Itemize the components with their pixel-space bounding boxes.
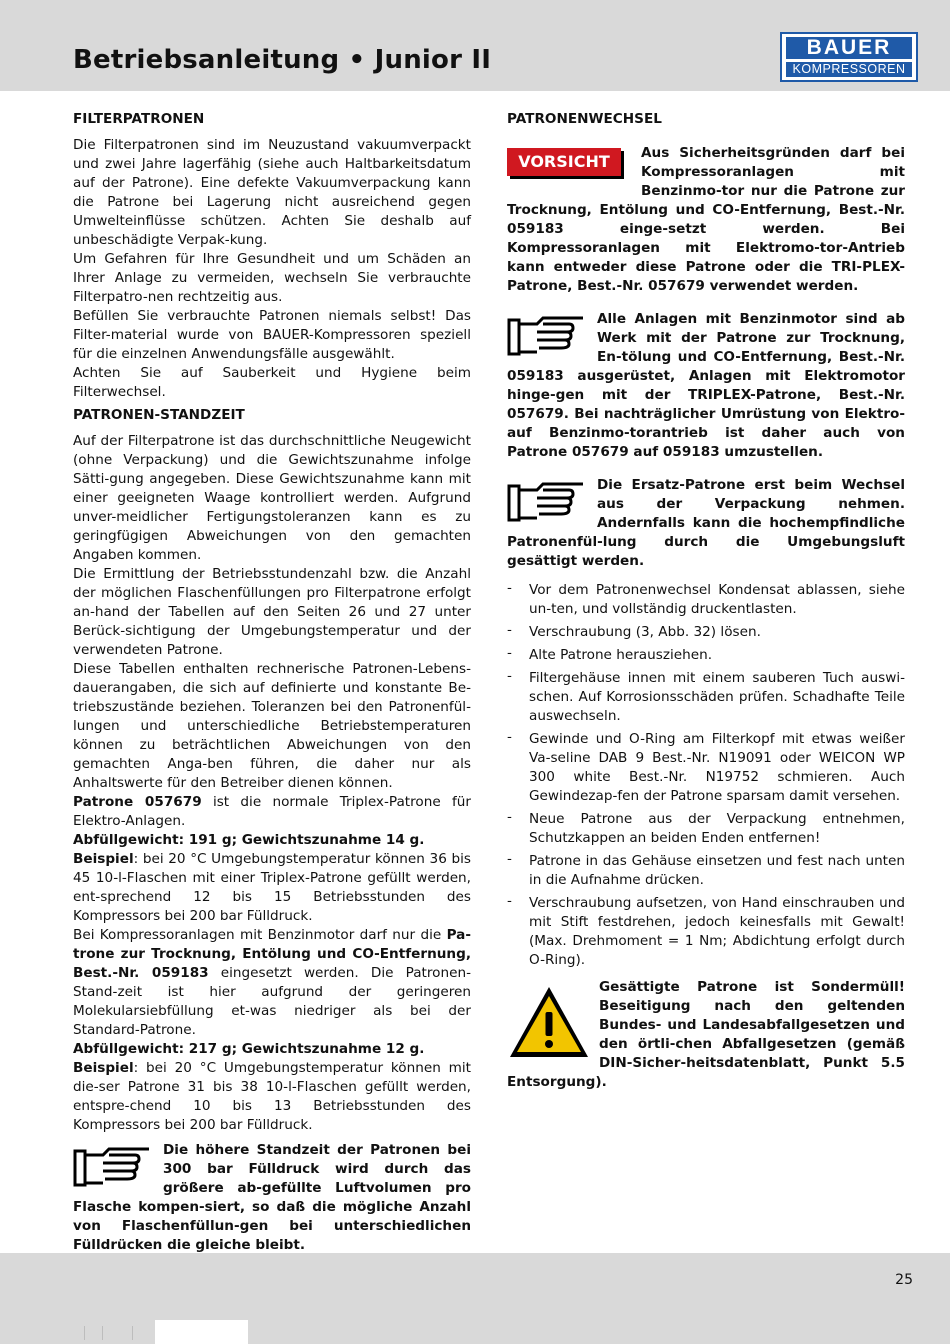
note-text: Die höhere Standzeit der Patronen bei 300 bar Fülldruck wird durch das größere ab-gefüllte Luftvolumen pro Flasche kompen-siert, so daß die mögliche Anzahl von Flaschenfüllun-gen bei unterschiedlichen Fülldrücken die gleiche bleibt.: [73, 1142, 471, 1253]
list-item: - Verschraubung aufsetzen, von Hand einschrauben und mit Stift festdrehen, jedoch keinesfalls mit Gewalt! (Max. Drehmoment = 1 Nm; Abdichtung erfolgt durch O-Ring).: [507, 894, 905, 970]
example-label: Beispiel: [73, 1060, 134, 1076]
pointing-hand-icon: [507, 310, 591, 360]
pointing-hand-icon: [73, 1141, 157, 1191]
note-text: Die Ersatz-Patrone erst beim Wechsel aus der Verpackung nehmen. Andernfalls kann die hochempfindliche Patronenfül-lung durch die Umgebungsluft gesättigt werden.: [507, 477, 905, 569]
caution-text: Aus Sicherheitsgründen darf bei Kompressoranlagen mit Benzinmo-tor nur die Patrone zur Trocknung, Entölung und CO-Entfernung, Best.-Nr. 059183 einge-setzt werden. Bei Kompressoranlagen mit Elektromo-tor-Antrieb kann entweder diese Patrone oder die TRI-PLEX-Patrone, Best.-Nr. 057679 verwendet werden.: [507, 145, 905, 294]
list-item: - Patrone in das Gehäuse einsetzen und fest nach unten in die Aufnahme drücken.: [507, 852, 905, 890]
footer-tick: [84, 1326, 85, 1340]
paragraph: Befüllen Sie verbrauchte Patronen niemals selbst! Das Filter-material wurde von BAUER-Kompressoren speziell für die einzelnen Anwendungsfälle ausgewählt.: [73, 308, 471, 362]
paragraph-text: : bei 20 °C Umgebungstemperatur können mit die-ser Patrone 31 bis 38 10-l-Flaschen gefüllt werden, entspre-chend 10 bis 13 Betriebsstunden des Kompressors bei 200 bar Fülldruck.: [73, 1060, 471, 1133]
paragraph: Die Ermittlung der Betriebsstundenzahl bzw. die Anzahl der möglichen Flaschenfüllungen pro Filterpatrone erfolgt an-hand der Tabellen auf den Seiten 26 und 27 unter Berück-sichtigung der Umgebungstemperatur und der verwendeten Patrone.: [73, 566, 471, 658]
document-title: Betriebsanleitung • Junior II: [73, 45, 492, 75]
paragraph-text: ist die normale Triplex-Patrone für Elektro-Anlagen.: [73, 794, 471, 829]
heading-filterpatronen: FILTERPATRONEN: [73, 111, 205, 127]
cartridge-number: Patrone 057679: [73, 794, 202, 810]
page-number: 25: [895, 1272, 913, 1288]
footer-tick: [132, 1326, 133, 1340]
paragraph: [73, 793, 471, 831]
paragraph: [73, 926, 471, 1040]
warning-triangle-icon: [507, 984, 591, 1060]
paragraph: [73, 1059, 471, 1135]
paragraph: Diese Tabellen enthalten rechnerische Patronen-Lebens-dauerangaben, die sich auf definierte und konstante Be-triebszustände beziehen. Toleranzen bei den Patronenfül-lungen und unterschiedliche Betriebstemperaturen können zu beträchtlichen Abweichungen von den gemachten Anga-ben führen, die daher nur als Anhaltswerte für den Betreiber dienen können.: [73, 661, 471, 791]
caution-badge: [507, 148, 627, 180]
paragraph: Die Filterpatronen sind im Neuzustand vakuumverpackt und zwei Jahre lagerfähig (siehe auch Haltbarkeitsdatum auf der Patrone). Eine defekte Vakuumverpackung kann die Patrone bei Lagerung nicht ausreichend gegen Umwelteinflüsse schützen. Achten Sie deshalb auf unbeschädigte Verpak-kung.: [73, 137, 471, 248]
fill-weight: Abfüllgewicht: 191 g; Gewichtszunahme 14 g.: [73, 832, 425, 848]
paragraph-text: eingesetzt werden. Die Patronen-Stand-zeit ist hier aufgrund der geringeren Molekularsiebfüllung et-was niedriger als bei der Standard-Patrone.: [73, 965, 471, 1038]
note-box: [507, 310, 905, 462]
logo-top-text: BAUER: [786, 37, 912, 59]
fill-weight: Abfüllgewicht: 217 g; Gewichtszunahme 12 g.: [73, 1041, 425, 1057]
paragraph-text: : bei 20 °C Umgebungstemperatur können 36 bis 45 10-l-Flaschen mit einer Triplex-Patrone gefüllt werden, ent-sprechend 12 bis 15 Betriebsstunden des Kompressors bei 200 bar Fülldruck.: [73, 851, 471, 924]
list-item: - Gewinde und O-Ring am Filterkopf mit etwas weißer Va-seline DAB 9 Best.-Nr. N19091 oder WEICON WP 300 white Best.-Nr. N19752 schmieren. Auch Gewindezap-fen der Patrone sparsam damit versehen.: [507, 730, 905, 806]
caution-block: [507, 144, 905, 296]
steps-list: [507, 581, 905, 970]
note-box: [73, 1141, 471, 1255]
list-item: - Filtergehäuse innen mit einem sauberen Tuch auswi-schen. Auf Korrosionsschäden prüfen. Schadhafte Teile auswechseln.: [507, 669, 905, 726]
warning-text: Gesättigte Patrone ist Sondermüll! Beseitigung nach den geltenden Bundes- und Landesabfallgesetzen und den örtli-chen Abfallgesetzen (gemäß DIN-Sicher-heitsdatenblatt, Punkt 5.5 Entsorgung).: [507, 979, 905, 1090]
list-item: - Alte Patrone herausziehen.: [507, 646, 905, 665]
paragraph: [73, 850, 471, 926]
footer-tick: [102, 1326, 103, 1340]
right-column: [507, 110, 905, 1092]
paragraph: Achten Sie auf Sauberkeit und Hygiene beim Filterwechsel.: [73, 365, 471, 400]
cartridge-reference: Pa-trone zur Trocknung, Entölung und CO-Entfernung, Best.-Nr. 059183: [73, 927, 471, 981]
page-footer: [0, 1253, 950, 1344]
caution-label: VORSICHT: [507, 148, 621, 176]
list-item: - Neue Patrone aus der Verpackung entnehmen, Schutzkappen an beiden Enden entfernen!: [507, 810, 905, 848]
left-column: [73, 110, 471, 1255]
heading-patronenwechsel: PATRONENWECHSEL: [507, 111, 662, 127]
footer-strip: [155, 1320, 248, 1344]
warning-block: [507, 978, 905, 1092]
list-item: - Vor dem Patronenwechsel Kondensat ablassen, siehe un-ten, und vollständig druckentlasten.: [507, 581, 905, 619]
heading-patronen-standzeit: PATRONEN-STANDZEIT: [73, 407, 245, 423]
paragraph-text: Bei Kompressoranlagen mit Benzinmotor darf nur die: [73, 927, 447, 943]
note-box: [507, 476, 905, 571]
example-label: Beispiel: [73, 851, 134, 867]
pointing-hand-icon: [507, 476, 591, 526]
bauer-logo: [780, 32, 918, 82]
note-text: Alle Anlagen mit Benzinmotor sind ab Werk mit der Patrone zur Trocknung, En-tölung und CO-Entfernung, Best.-Nr. 059183 ausgerüstet, Anlagen mit Elektromotor hinge-gen mit der TRIPLEX-Patrone, Best.-Nr. 057679. Bei nachträglicher Umrüstung von Elektro- auf Benzinmo-torantrieb ist daher auch von Patrone 057679 auf 059183 umzustellen.: [507, 311, 905, 460]
paragraph: Auf der Filterpatrone ist das durchschnittliche Neugewicht (ohne Verpackung) und die Gewichtszunahme infolge Sätti-gung angegeben. Diese Gewichtszunahme kann mit einer geeigneten Waage kontrolliert werden. Aufgrund unver-meidlicher Fertigungstoleranzen kann es zu geringfügigen Abweichungen von den gemachten Angaben kommen.: [73, 433, 471, 563]
paragraph: Um Gefahren für Ihre Gesundheit und um Schäden an Ihrer Anlage zu vermeiden, wechseln Sie verbrauchte Filterpatro-nen rechtzeitig aus.: [73, 251, 471, 305]
logo-bottom-text: KOMPRESSOREN: [786, 62, 912, 77]
list-item: - Verschraubung (3, Abb. 32) lösen.: [507, 623, 905, 642]
